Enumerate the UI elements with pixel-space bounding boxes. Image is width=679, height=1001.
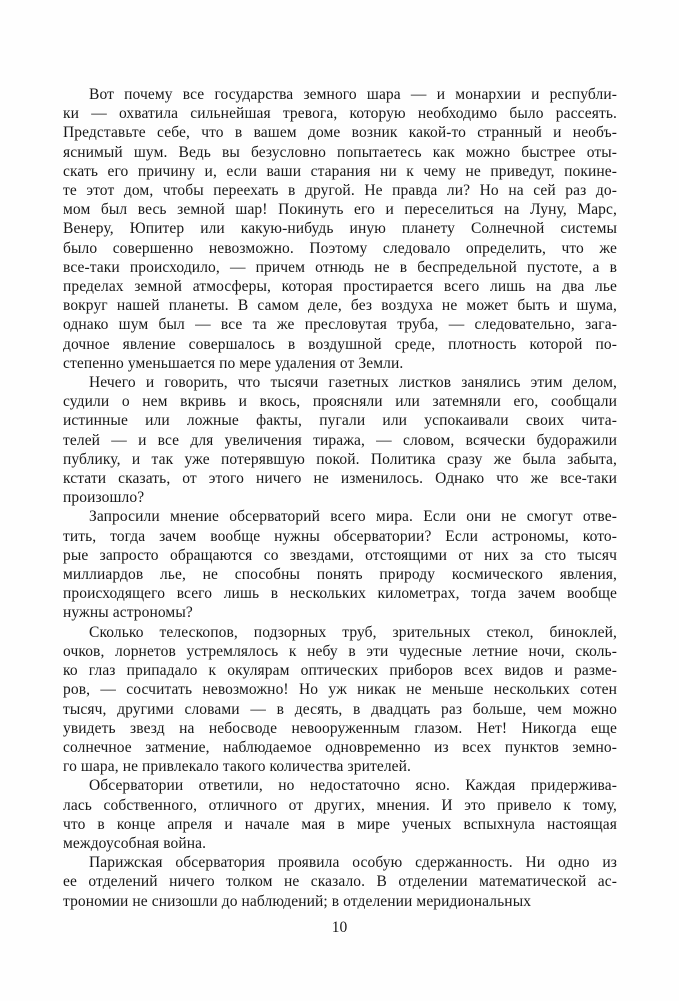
text-line: кстати сказать, от этого ничего не изменилось. Однако что же все-таки <box>63 470 617 488</box>
text-line: лась собственного, отличного от других, мнения. И это привело к тому, <box>63 796 617 814</box>
text-line: Парижская обсерватория проявила особую сдержанность. Ни одно из <box>89 854 617 872</box>
text-line: происходящего всего лишь в нескольких километрах, тогда зачем вообще <box>63 585 617 603</box>
text-line: ки — охватила сильнейшая тревога, которую необходимо было рассеять. <box>63 105 617 123</box>
paragraph <box>63 853 617 911</box>
page-number: 10 <box>331 919 348 936</box>
text-line: публику, и так уже потерявшую покой. Политика сразу же была забыта, <box>63 450 617 468</box>
text-line: дочное явление совершалось в воздушной среде, плотность которой по- <box>63 335 617 353</box>
text-line: вокруг нашей планеты. В самом деле, без воздуха не может быть и шума, <box>63 297 617 315</box>
paragraph <box>63 776 617 853</box>
text-line: произошло? <box>63 489 145 507</box>
paragraph <box>63 373 617 507</box>
text-line: ров, — сосчитать невозможно! Но уж никак не меньше нескольких сотен <box>63 681 617 699</box>
text-line: Нечего и говорить, что тысячи газетных листков занялись этим делом, <box>89 374 617 392</box>
text-line: Обсерватории ответили, но недостаточно ясно. Каждая придержива- <box>89 777 617 795</box>
text-line: было совершенно невозможно. Поэтому следовало определить, что же <box>63 239 617 257</box>
text-line: истинные или ложные факты, пугали или успокаивали своих чита- <box>63 412 617 430</box>
text-line: рые запросто обращаются со звездами, отстоящими от них за сто тысяч <box>63 546 617 564</box>
paragraph <box>63 623 617 777</box>
text-line: ко глаз припадало к окулярам оптических приборов всех видов и разме- <box>63 662 617 680</box>
text-line: Запросили мнение обсерваторий всего мира. Если они не смогут отве- <box>89 508 617 526</box>
text-line: Венеру, Юпитер или какую-нибудь иную планету Солнечной системы <box>63 220 617 238</box>
text-line: скать его причину и, если ваши старания ни к чему не приведут, покине- <box>63 162 617 180</box>
text-line: Вот почему все государства земного шара — и монархии и республи- <box>89 86 617 103</box>
text-line: телей — и все для увеличения тиража, — словом, всячески будоражили <box>63 431 617 449</box>
text-line: пределах земной атмосферы, которая простирается всего лишь на два лье <box>63 278 617 296</box>
text-line: тысяч, другими словами — в десять, в двадцать раз больше, чем можно <box>63 700 617 718</box>
text-line: однако шум был — все та же пресловутая труба, — следовательно, зага- <box>63 316 617 334</box>
paragraph <box>63 507 617 622</box>
text-line: степенно уменьшается по мере удаления от Земли. <box>63 354 404 372</box>
text-line: солнечное затмение, наблюдаемое одновременно из всех пунктов земно- <box>63 738 617 756</box>
text-line: очков, лорнетов устремлялось к небу в эти чудесные летние ночи, сколь- <box>63 642 617 660</box>
text-line: те этот дом, чтобы переехать в другой. Не правда ли? Но на сей раз до- <box>63 182 617 200</box>
page-text <box>63 85 617 911</box>
text-line: Сколько телескопов, подзорных труб, зрительных стекол, биноклей, <box>89 623 617 641</box>
text-line: мом был весь земной шар! Покинуть его и переселиться на Луну, Марс, <box>63 201 617 219</box>
text-line: судили о нем вкривь и вкось, проясняли или затемняли его, сообщали <box>63 393 617 411</box>
text-line: нужны астрономы? <box>63 604 193 622</box>
text-line: все-таки происходило, — причем отнюдь не в беспредельной пустоте, а в <box>63 258 617 276</box>
text-line: миллиардов лье, не способны понять природу космического явления, <box>63 566 617 584</box>
text-line: тить, тогда зачем вообще нужны обсерватории? Если астрономы, кото- <box>63 527 617 545</box>
text-line: Представьте себе, что в вашем доме возник какой-то странный и необъ- <box>63 124 617 142</box>
text-line: увидеть звезд на небосводе невооруженным глазом. Нет! Никогда еще <box>63 719 617 737</box>
text-line: междоусобная война. <box>63 834 207 852</box>
text-line: го шара, не привлекало такого количества зрителей. <box>63 758 412 776</box>
text-line: ее отделений ничего толком не сказало. В отделении математической ас- <box>63 873 617 891</box>
text-line: что в конце апреля и начале мая в мире ученых вспыхнула настоящая <box>63 815 617 833</box>
text-line: трономии не снизошли до наблюдений; в отделении меридиональных <box>63 892 532 910</box>
text-line: яснимый шум. Ведь вы безусловно попытаетесь как можно быстрее оты- <box>63 143 617 161</box>
paragraph <box>63 85 617 373</box>
